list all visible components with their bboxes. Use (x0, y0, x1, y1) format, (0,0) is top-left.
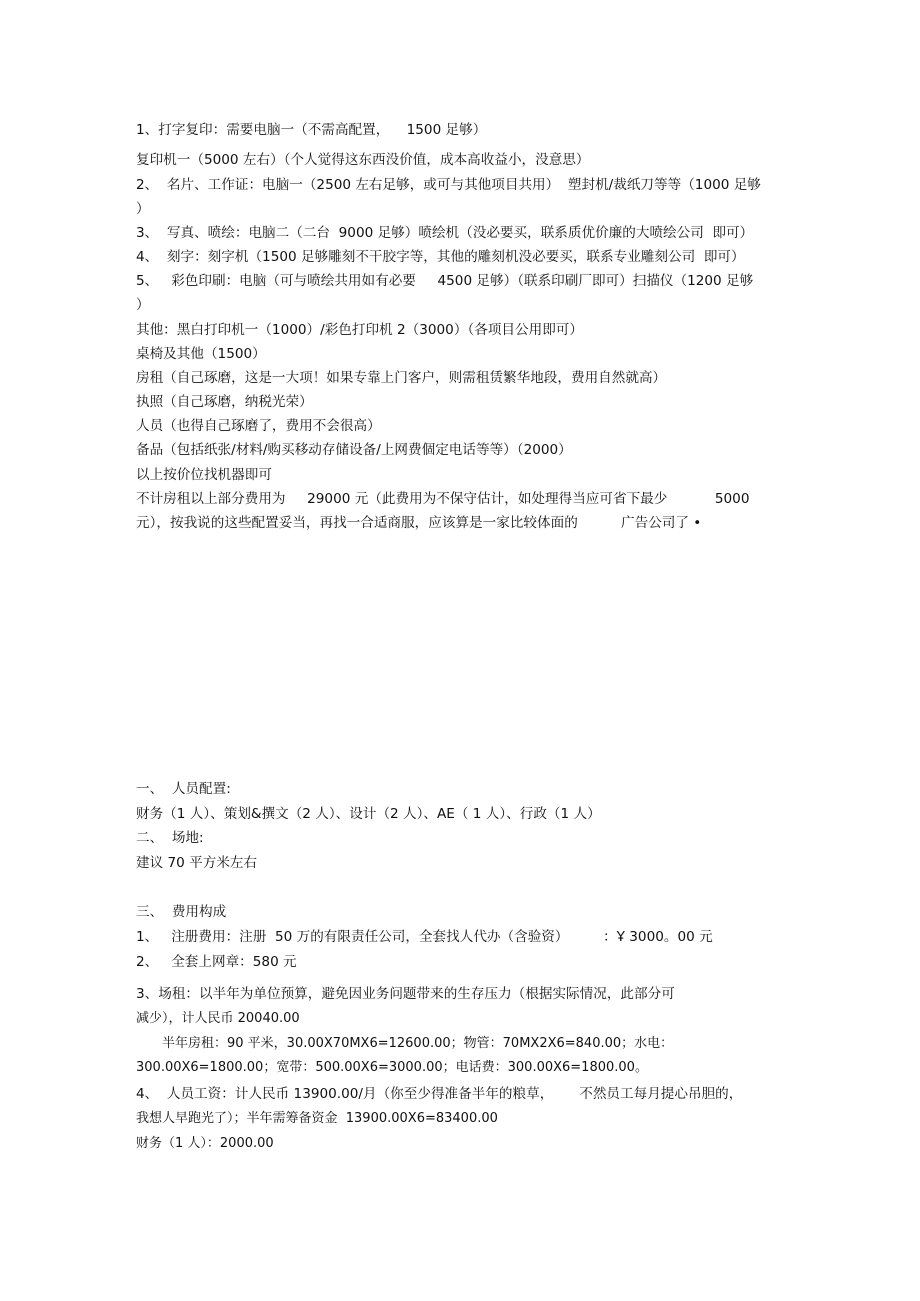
text-line: 桌椅及其他（1500） (136, 346, 266, 362)
text-line: 3、场租：以半年为单位预算，避免因业务问题带来的生存压力（根据实际情况，此部分可 (136, 986, 675, 1002)
text-line: 1、打字复印：需要电脑一（不需高配置， 1500 足够） (136, 122, 487, 138)
text-line: 财务（1 人）：2000.00 (136, 1136, 274, 1151)
text-line: 复印机一（5000 左右）（个人觉得这东西没价值，成本高收益小，没意思） (136, 152, 590, 168)
text-line: 其他：黑白打印机一（1000）/彩色打印机 2（3000）（各项目公用即可） (136, 322, 583, 338)
text-line: 1、 注册费用：注册 50 万的有限责任公司，全套找人代办（含验资） ：Ұ 3000。00 元 (136, 929, 713, 945)
text-line: 财务（1 人）、策划&撰文（2 人）、设计（2 人）、AE（ 1 人）、行政（1 人） (136, 806, 601, 822)
text-line: 建议 70 平方米左右 (136, 855, 258, 871)
text-line: 3、 写真、喷绘：电脑二（二台 9000 足够）喷绘机（没必要买，联系质优价廉的大喷绘公司 即可） (136, 225, 754, 241)
text-line: 4、 人员工资：计人民币 13900.00/月（你至少得准备半年的粮草， 不然员工每月提心吊胆的， (136, 1086, 743, 1102)
text-line: 半年房租：90 平米，30.00X70MX6=12600.00；物管：70MX2X6=840.00；水电： (162, 1036, 674, 1051)
text-line: 执照（自己琢磨，纳税光荣） (136, 394, 313, 410)
text-line: 人员（也得自己琢磨了，费用不会很高） (136, 418, 381, 434)
text-line: 不计房租以上部分费用为 29000 元（此费用为不保守估计，如处理得当应可省下最少 5000 (136, 491, 750, 507)
text-line: 2、 全套上网章：580 元 (136, 954, 297, 970)
text-line: 4、 刻字：刻字机（1500 足够雕刻不干胶字等，其他的雕刻机没必要买，联系专业雕刻公司 即可） (136, 249, 745, 265)
text-line: 以上按价位找机器即可 (136, 467, 272, 483)
section-heading: 三、 费用构成 (136, 904, 227, 920)
text-line: 2、 名片、工作证：电脑一（2500 左右足够，或可与其他项目共用） 塑封机/裁纸刀等等（1000 足够 (136, 177, 761, 193)
text-line: ） (136, 297, 150, 313)
text-line: 我想人早跑光了）；半年需筹备资金 13900.00X6=83400.00 (136, 1111, 498, 1126)
section-heading: 一、 人员配置: (136, 781, 231, 797)
text-line: 5、 彩色印刷：电脑（可与喷绘共用如有必要 4500 足够）（联系印刷厂即可）扫描仪（1200 足够 (136, 273, 754, 289)
text-line: 减少），计人民币 20040.00 (136, 1011, 300, 1026)
text-line: 备品（包括纸张/材料/购买移动存储设备/上网费個定电话等等）（2000） (136, 442, 572, 458)
text-line: 300.00X6=1800.00；宽带：500.00X6=3000.00；电话费：300.00X6=1800.00。 (136, 1060, 648, 1075)
text-line: 房租（自己琢磨，这是一大项！如果专靠上门客户，则需租赁繁华地段，费用自然就高） (136, 370, 667, 386)
section-heading: 二、 场地: (136, 830, 204, 846)
text-line: ） (136, 201, 150, 217)
text-line: 元），按我说的这些配置妥当，再找一合适商服，应该算是一家比较体面的 广告公司了 • (136, 515, 702, 531)
